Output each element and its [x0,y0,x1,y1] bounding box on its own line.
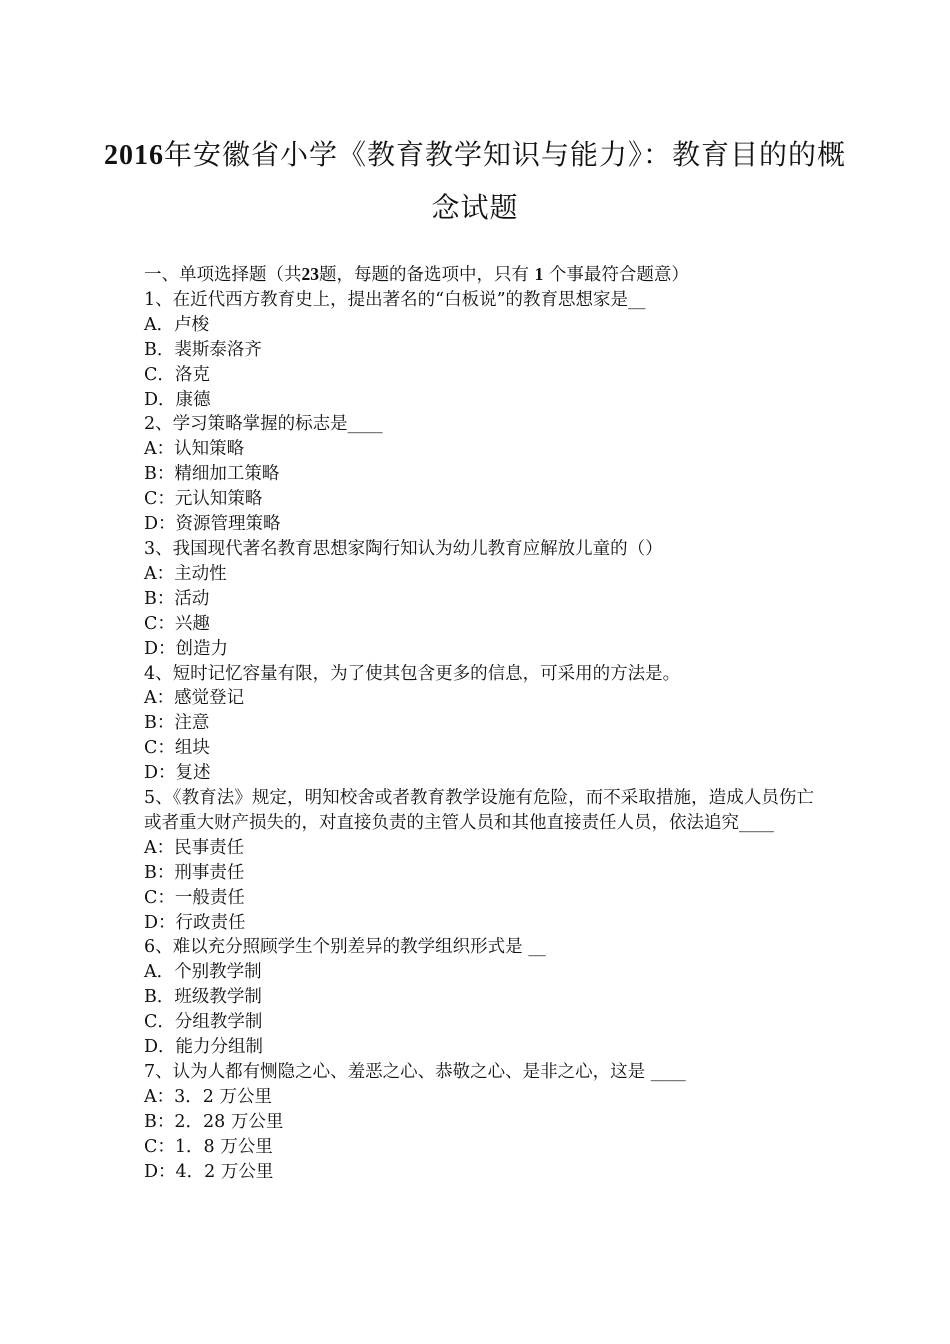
question-2: 2、学习策略掌握的标志是____ [144,414,383,435]
title-year: 2016 [103,140,164,171]
option-1d: D．康德 [144,389,211,410]
question-3: 3、我国现代著名教育思想家陶行知认为幼儿教育应解放儿童的（） [144,538,663,559]
option-5a: A：民事责任 [144,837,245,858]
question-6: 6、难以充分照顾学生个别差异的教学组织形式是 __ [144,937,546,958]
option-6b: B．班级教学制 [144,987,262,1008]
document-title-line-1 [100,133,850,173]
option-3b: B：活动 [144,588,210,609]
option-1a: A．卢梭 [144,314,210,335]
option-4a: A：感觉登记 [144,688,245,709]
question-5: 5、《教育法》规定，明知校舍或者教育教学设施有危险，而不采取措施，造成人员伤亡或者重大财产损失的，对直接负责的主管人员和其他直接责任人员，依法追究____ [144,788,814,833]
section-heading: 一、单项选择题（共23题，每题的备选项中，只有 1 个事最符合题意） [144,264,689,285]
option-5b: B：刑事责任 [144,862,245,883]
option-4b: B：注意 [144,713,210,734]
option-2a: A：认知策略 [144,439,245,460]
option-4c: C：组块 [144,738,210,759]
question-7: 7、认为人都有恻隐之心、羞恶之心、恭敬之心、是非之心，这是 ____ [144,1062,686,1082]
question-count: 23 [301,264,319,284]
option-4d: D：复述 [144,763,211,784]
question-list [144,262,814,1185]
option-1c: C．洛克 [144,364,210,385]
option-6c: C．分组教学制 [144,1012,263,1033]
option-3a: A：主动性 [144,563,227,584]
option-1b: B．裴斯泰洛齐 [144,339,262,360]
option-7b: B：2．28 万公里 [144,1111,284,1132]
correct-count: 1 [534,264,544,284]
document-title-line-2: 念试题 [431,191,519,224]
option-7a: A：3．2 万公里 [144,1086,272,1107]
option-7d: D：4．2 万公里 [144,1161,274,1182]
option-7c: C：1．8 万公里 [144,1136,273,1157]
option-6d: D．能力分组制 [144,1037,264,1058]
option-3d: D：创造力 [144,638,229,659]
option-2d: D：资源管理策略 [144,514,281,535]
question-1: 1、在近代西方教育史上，提出著名的“白板说”的教育思想家是__ [144,289,646,310]
option-5d: D：行政责任 [144,912,246,933]
title-text: 年安徽省小学《教育教学知识与能力》：教育目的的概 [163,138,846,171]
option-5c: C：一般责任 [144,887,245,908]
option-2c: C：元认知策略 [144,489,263,510]
question-4: 4、短时记忆容量有限，为了使其包含更多的信息，可采用的方法是。 [144,663,681,684]
option-3c: C：兴趣 [144,613,210,634]
option-2b: B：精细加工策略 [144,464,280,485]
option-6a: A．个别教学制 [144,962,262,983]
